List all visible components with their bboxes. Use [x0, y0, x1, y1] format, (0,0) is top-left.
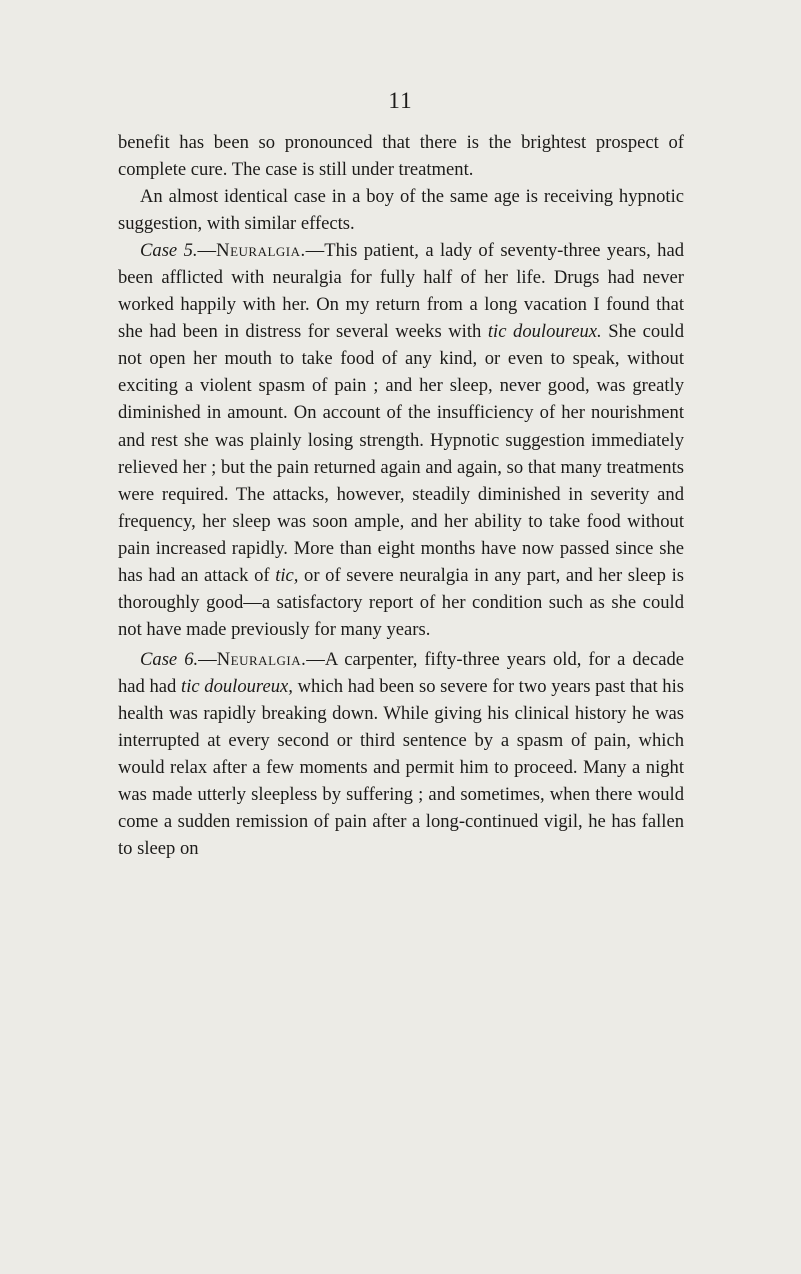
paragraph-continued: benefit has been so pronounced that there is the brightest prospect of complete cure. The case is still under treatment. — [118, 132, 684, 181]
paragraph-case-6 — [118, 646, 684, 862]
case-5-label: Case 5. — [140, 240, 198, 262]
case-6-term: tic douloureux, — [181, 675, 293, 697]
case-6-dash-2: — — [306, 648, 325, 670]
case-6-text-a: A carpenter, fifty-three years old, for a decade had had — [118, 648, 684, 697]
case-5-title: Neuralgia. — [216, 240, 306, 262]
case-6-title: Neuralgia. — [216, 648, 307, 670]
case-5-dash-1: — — [197, 240, 217, 262]
paragraph-case-5 — [118, 237, 684, 643]
case-5-text-b: She could not open her mouth to take food of any kind, or even to speak, without exciting a violent spasm of pain ; and her sleep, never good, was greatly diminished in amount. On account of the insufficiency of her nourishment and rest she was plainly losing strength. Hypnotic suggestion immediately relieved her ; but the pain returned again and again, so that many treatments were required. The attacks, however, steadily diminished in severity and frequency, her sleep was soon ample, and her ability to take food without pain increased rapidly. More than eight months have now passed since she has had an attack of — [118, 321, 684, 586]
paragraph-similar-case: An almost identical case in a boy of the same age is receiving hypnotic suggestion, with similar effects. — [118, 186, 684, 235]
body-text — [118, 129, 684, 862]
case-5-term: tic douloureux. — [487, 321, 602, 343]
case-5-dash-2: — — [305, 240, 325, 262]
case-5-term-2: tic, — [275, 564, 299, 586]
case-6-label: Case 6. — [140, 648, 199, 670]
case-6-dash-1: — — [198, 648, 217, 670]
case-5-text-c: or of severe neuralgia in any part, and her sleep is thoroughly good—a satisfactory report of her condition such as she could not have made previously for many years. — [118, 564, 684, 640]
case-6-text-b: which had been so severe for two years past that his health was rapidly breaking down. While giving his clinical history he was interrupted at every second or third sentence by a spasm of pain, which would relax after a few moments and permit him to proceed. Many a night was made utterly sleepless by suffering ; and sometimes, when there would come a sudden remission of pain after a long-continued vigil, he has fallen to sleep on — [118, 675, 684, 860]
page-number: 11 — [388, 88, 413, 113]
case-5-text-a: This patient, a lady of seventy-three years, had been afflicted with neuralgia for fully half of her life. Drugs had never worked happily with her. On my return from a long vacation I found that she had been in distress for several weeks with — [118, 240, 684, 343]
